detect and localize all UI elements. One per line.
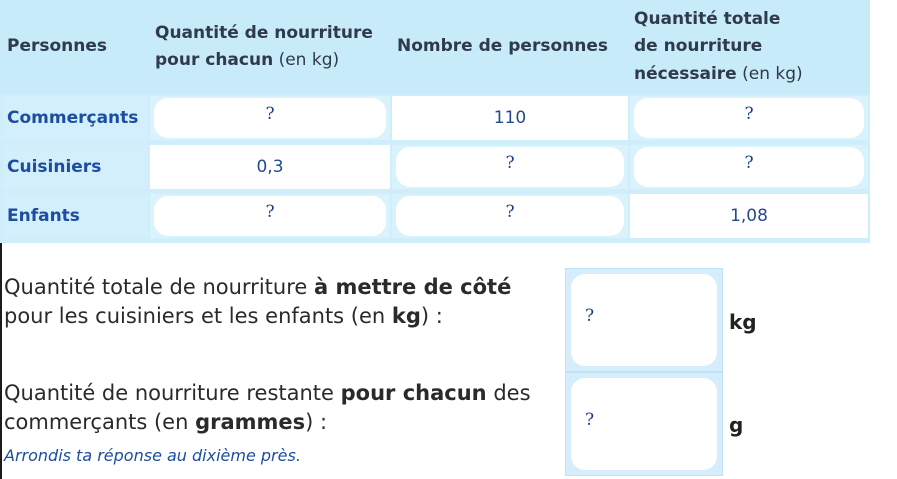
answer-box-kg[interactable] bbox=[565, 268, 723, 372]
answer-input-g[interactable]: ? bbox=[571, 378, 717, 470]
header-persons: Personnes bbox=[7, 36, 108, 57]
commercants-qty-cell[interactable] bbox=[150, 96, 390, 140]
row-label-enfants: Enfants bbox=[3, 194, 148, 238]
cuisiniers-count-input[interactable]: ? bbox=[396, 147, 624, 187]
question-remaining-per-merchant: Quantité de nourriture restante pour chacun des commerçants (en grammes) : bbox=[4, 381, 531, 435]
header-quantity: Quantité de nourriture pour chacun (en kg) bbox=[155, 22, 373, 70]
enfants-count-cell[interactable] bbox=[392, 194, 628, 238]
commercants-total-cell[interactable] bbox=[630, 96, 868, 140]
food-table bbox=[0, 0, 870, 243]
rounding-hint: Arrondis ta réponse au dixième près. bbox=[4, 446, 301, 465]
enfants-qty-input[interactable]: ? bbox=[154, 196, 386, 236]
answer-box-g[interactable] bbox=[565, 372, 723, 476]
header-count: Nombre de personnes bbox=[397, 36, 608, 57]
cuisiniers-total-input[interactable]: ? bbox=[634, 147, 864, 187]
answer-input-kg[interactable]: ? bbox=[571, 274, 717, 366]
enfants-total-value: 1,08 bbox=[630, 194, 868, 238]
question-total-set-aside: Quantité totale de nourriture à mettre de côté pour les cuisiniers et les enfants (en kg) : bbox=[4, 275, 512, 329]
row-label-cuisiniers: Cuisiniers bbox=[3, 145, 148, 189]
enfants-count-input[interactable]: ? bbox=[396, 196, 624, 236]
row-label-commercants: Commerçants bbox=[3, 96, 148, 140]
enfants-qty-cell[interactable] bbox=[150, 194, 390, 238]
header-total: Quantité totale de nourriture nécessaire (en kg) bbox=[634, 9, 803, 84]
cuisiniers-count-cell[interactable] bbox=[392, 145, 628, 189]
commercants-total-input[interactable]: ? bbox=[634, 98, 864, 138]
commercants-qty-input[interactable]: ? bbox=[154, 98, 386, 138]
unit-g: g bbox=[729, 413, 744, 437]
cuisiniers-qty-value: 0,3 bbox=[150, 145, 390, 189]
table-header bbox=[0, 0, 870, 94]
left-border bbox=[0, 243, 2, 479]
cuisiniers-total-cell[interactable] bbox=[630, 145, 868, 189]
unit-kg: kg bbox=[729, 310, 757, 334]
commercants-count-value: 110 bbox=[392, 96, 628, 140]
